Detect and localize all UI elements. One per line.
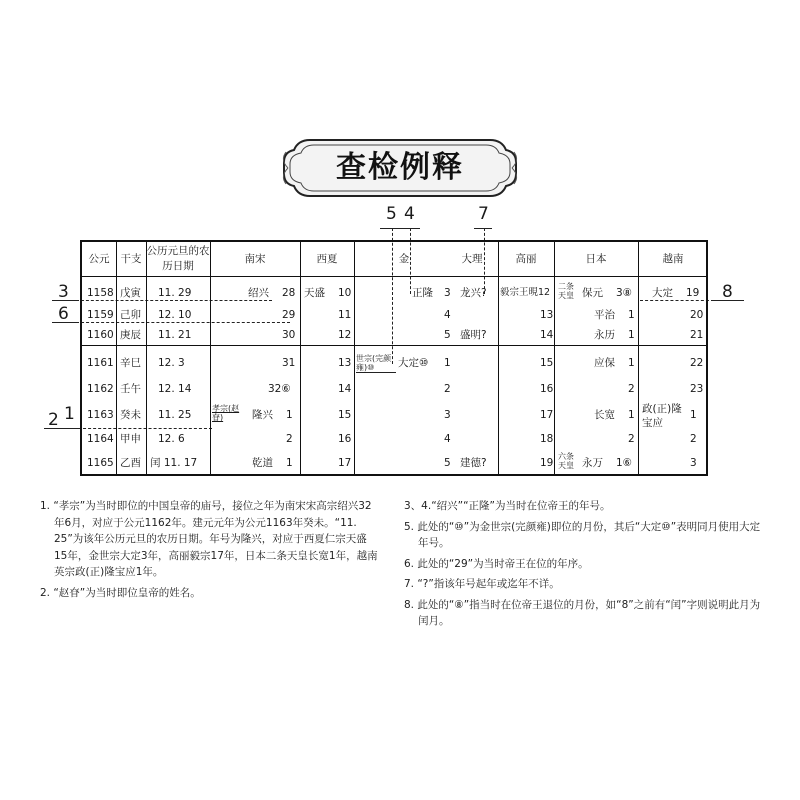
cell-dali: 建德? [460,457,487,469]
cell-song-num: 30 [282,329,296,341]
cell-jin-num: 5 [444,329,451,341]
cell-ganzhi: 辛巳 [120,357,141,369]
cell-date: 闰 11. 17 [150,457,198,469]
cell-xia-num: 15 [338,409,352,421]
header-southern-song: 南宋 [244,253,266,265]
cell-ganzhi: 戊寅 [120,287,141,299]
marker-54-underline [380,228,420,229]
cell-year: 1159 [87,309,114,321]
cell-goryeo: 13 [540,309,554,321]
cell-song-num: 1 [286,457,293,469]
cell-japan-era: 平治 [594,309,615,321]
cell-japan-era: 应保 [594,357,615,369]
cell-viet-num: 22 [690,357,704,369]
marker-5: 5 [386,204,397,224]
cell-goryeo: 毅宗王晛12 [500,287,551,298]
cell-xia-era: 天盛 [304,287,325,299]
note-3-4: 3、4.“绍兴”“正隆”为当时在位帝王的年号。 [404,500,611,512]
cell-viet-num: 21 [690,329,704,341]
cell-xia-num: 11 [338,309,352,321]
cell-jin-num: 3 [444,287,451,299]
cell-viet-num: 19 [686,287,700,299]
cell-viet-era: 政(正)隆宝应 [642,403,682,429]
cell-jin-era: 正隆 [412,287,433,299]
cell-japan-era: 长宽 [594,409,615,421]
marker-3: 3 [58,282,69,302]
cell-viet-num: 3 [690,457,697,469]
cell-japan-num: 1 [628,409,635,421]
cell-year: 1162 [87,383,114,395]
cell-goryeo: 17 [540,409,554,421]
cell-song-num: 29 [282,309,296,321]
cell-date: 12. 3 [158,357,185,369]
cell-year: 1160 [87,329,114,341]
cell-date: 12. 14 [158,383,192,395]
cell-xia-num: 17 [338,457,352,469]
cell-jin-num: 2 [444,383,451,395]
note-8: 8. 此处的“⑧”指当时在位帝王退位的月份，如“8”之前有“闰”字则说明此月为闰月。 [404,598,761,627]
cell-japan-emperor: 六条天皇 [558,452,574,470]
cell-viet-era: 大定 [652,287,673,299]
marker-12-underline [44,428,78,429]
cell-year: 1165 [87,457,114,469]
marker-8: 8 [722,282,733,302]
cell-ganzhi: 壬午 [120,383,141,395]
cell-song-num: 28 [282,287,296,299]
cell-japan-num: 2 [628,433,635,445]
notes-left [40,498,380,605]
header-goryeo: 高丽 [515,253,537,265]
note-5: 5. 此处的“⑩”为金世宗(完颜雍)即位的月份，其后“大定⑩”表明同月使用大定年号。 [404,520,761,549]
cell-goryeo: 14 [540,329,554,341]
marker-7-underline [474,228,492,229]
cell-japan-num: 1 [628,309,635,321]
cell-year: 1163 [87,409,114,421]
cell-xia-num: 12 [338,329,352,341]
header-jin: 金 [398,253,410,265]
note-7: 7. “?”指该年号起年或迄年不详。 [404,578,560,590]
cell-japan-emperor: 二条天皇 [558,282,574,300]
marker-6: 6 [58,304,69,324]
cell-viet-num: 2 [690,433,697,445]
note-2: 2. “赵眘”为当时即位皇帝的姓名。 [40,586,201,599]
marker-7: 7 [478,204,489,224]
cell-ganzhi: 庚辰 [120,329,141,341]
cell-japan-num: 3⑧ [616,287,633,299]
cell-date: 12. 10 [158,309,192,321]
cell-date: 11. 21 [158,329,192,341]
cell-dali: 盛明? [460,329,487,341]
cell-japan-num: 1 [628,329,635,341]
cell-ganzhi: 甲申 [120,433,141,445]
cell-song-emperor: 孝宗(赵眘) [212,404,240,422]
marker-1: 1 [64,404,75,424]
header-vietnam: 越南 [662,253,684,265]
cell-goryeo: 15 [540,357,554,369]
header-western-xia: 西夏 [316,253,338,265]
cell-xia-num: 13 [338,357,352,369]
header-dali: 大理 [461,253,483,265]
cell-date: 12. 6 [158,433,185,445]
header-year: 公元 [88,253,110,265]
cell-japan-num: 1 [628,357,635,369]
cell-jin-num: 1 [444,357,451,369]
cell-song-num: 31 [282,357,296,369]
note-1: 1. “孝宗”为当时即位的中国皇帝的庙号，接位之年为南宋宋高宗绍兴32年6月，对应于公元1162年。建元元年为公元1163年癸未。“11. 25”为该年公历元旦的农历日期。年号为隆兴，对应于西夏仁宗天盛15年，金世宗大定3年，高丽毅宗17年，日本二条天皇长宽1年，越南英宗政(正)隆宝应1年。 [40,500,378,578]
cell-japan-num: 1⑥ [616,457,633,469]
cell-jin-emperor: 世宗(完颜雍)⑩ [356,354,396,373]
cell-japan-num: 2 [628,383,635,395]
cell-japan-era: 永历 [594,329,615,341]
marker-3-underline [52,300,76,301]
cell-goryeo: 18 [540,433,554,445]
cell-dali: 龙兴? [460,287,487,299]
cell-song-num: 32⑥ [268,383,291,395]
cell-goryeo: 16 [540,383,554,395]
cell-jin-num: 4 [444,433,451,445]
header-lunar-date: 公历元旦的农历日期 [146,245,210,272]
header-ganzhi: 干支 [120,253,142,265]
cell-ganzhi: 己卯 [120,309,141,321]
cell-song-num: 1 [286,409,293,421]
cell-japan-era: 保元 [582,287,603,299]
cell-jin-num: 5 [444,457,451,469]
cell-xia-num: 10 [338,287,352,299]
header-japan: 日本 [585,253,607,265]
reign-table [80,240,708,476]
cell-xia-num: 14 [338,383,352,395]
cell-ganzhi: 乙酉 [120,457,141,469]
cell-viet-num: 23 [690,383,704,395]
cell-year: 1161 [87,357,114,369]
cell-ganzhi: 癸未 [120,409,141,421]
marker-6-underline [52,322,76,323]
cell-goryeo: 19 [540,457,554,469]
marker-2: 2 [48,410,59,430]
cell-date: 11. 25 [158,409,192,421]
title-banner [280,136,520,200]
marker-8-underline [714,300,744,301]
page-title: 查检例释 [336,150,464,185]
cell-song-era: 隆兴 [252,409,273,421]
cell-song-era: 乾道 [252,457,273,469]
note-6: 6. 此处的“29”为当时帝王在位的年序。 [404,557,589,570]
marker-4: 4 [404,204,415,224]
cell-jin-num: 4 [444,309,451,321]
cell-xia-num: 16 [338,433,352,445]
cell-year: 1164 [87,433,114,445]
cell-jin-era: 大定⑩ [398,357,429,369]
notes-right [404,498,764,634]
cell-jin-num: 3 [444,409,451,421]
cell-japan-era: 永万 [582,457,603,469]
cell-song-num: 2 [286,433,293,445]
cell-date: 11. 29 [158,287,192,299]
cell-viet-num: 1 [690,409,697,421]
cell-year: 1158 [87,287,114,299]
cell-song-era: 绍兴 [248,287,269,299]
cell-viet-num: 20 [690,309,704,321]
